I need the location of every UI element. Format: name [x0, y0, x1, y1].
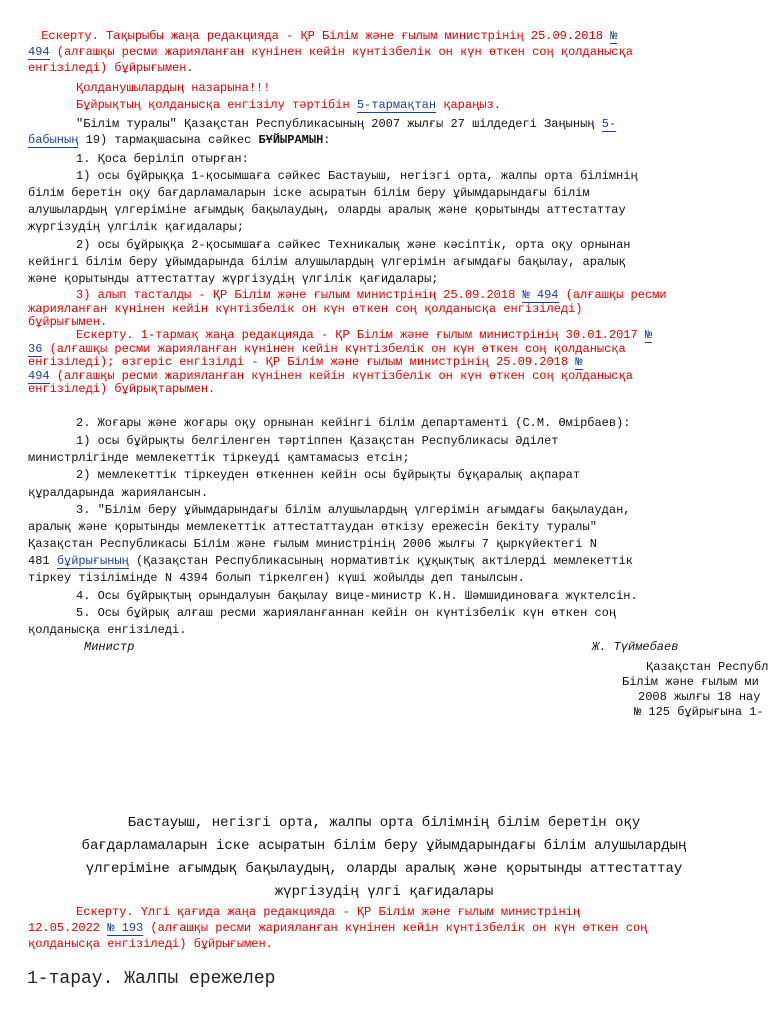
item-2-2-line2: құралдарында жариялансын. [28, 486, 209, 500]
rules-title-line3: үлгеріміне ағымдық бақылаудың, оларды аралық және қорытынды аттестаттау [85, 861, 683, 877]
item-2-1-line2: министрлігінде мемлекеттік тіркеуді қамтамасыз етсін; [28, 451, 410, 465]
order-keyword: БҰЙЫРАМЫН [258, 133, 324, 147]
preamble-line2 [28, 132, 330, 148]
item-text: 481 [28, 554, 57, 568]
rules-amendment-note-line2 [28, 920, 647, 936]
preamble-text: 19) тармақшасына сәйкес [78, 133, 259, 147]
rules-title-line1: Бастауыш, негізгі орта, жалпы орта білімнің білім беретін оқу [127, 815, 641, 831]
order-link-494[interactable]: № [575, 355, 583, 369]
item-1-amendment-note-line5: енгізіледі) бұйрықтарымен. [28, 382, 216, 396]
appendix-ref-line1: Қазақстан Республ [646, 660, 768, 674]
item-3-line1: 3. "Білім беру ұйымдарындағы білім алушылардың үлгерімін ағымдағы бақылаудан, [76, 503, 631, 517]
rules-title-line4: жүргізудің үлгі қағидалары [274, 884, 494, 900]
title-amendment-note-line2 [28, 44, 633, 60]
order-link-494-num[interactable]: 494 [28, 369, 50, 383]
article-5-link-word[interactable]: бабының [28, 133, 79, 147]
item-1-3-line3: бұйрығымен. [28, 315, 108, 329]
preamble-text: "Білім туралы" Қазақстан Республикасының 2007 жылғы 27 шілдедегі Заңының [76, 117, 602, 131]
note-text: 12.05.2022 [28, 921, 108, 935]
appendix-ref-line2: Білім және ғылым ми [622, 675, 759, 689]
signature-name: Ж. Түймебаев [592, 640, 679, 654]
order-link-494[interactable]: № [610, 29, 618, 43]
item-2-2-line1: 2) мемлекеттік тіркеуден өткеннен кейін осы бұйрықты бұқаралық ақпарат [76, 468, 581, 482]
item-1-2-line2: кейінгі білім беру ұйымдарында білім алушылардың үлгерімін ағымдағы бақылау, аралық [28, 255, 626, 269]
note-text: қараңыз. [436, 98, 501, 112]
title-amendment-note [34, 28, 617, 44]
item-1-1-line4: жүргізудің үлгілік қағидалары; [28, 220, 245, 234]
order-enactment-note [76, 97, 501, 113]
note-text: Ескерту. Тақырыбы жаңа редакцияда - ҚР Білім және ғылым министрінің 25.09.2018 [34, 29, 611, 43]
item-5-line1: 5. Осы бұйрық алғаш ресми жарияланғаннан кейін он күнтізбелік күн өткен соң [76, 606, 617, 620]
order-link-494[interactable]: № 494 [522, 288, 559, 302]
appendix-ref-line3: 2008 жылғы 18 нау [638, 690, 761, 704]
note-text: енгізіледі); өзгеріс енгізілді - ҚР Білім және ғылым министрінің 25.09.2018 [28, 355, 576, 369]
item-3-line5: тіркеу тізілімінде N 4394 болып тіркелген) күші жойылды деп танылсын. [28, 571, 525, 585]
item-1-heading: 1. Қоса беріліп отырған: [76, 152, 249, 166]
preamble [76, 116, 616, 132]
item-1-1-line1: 1) осы бұйрыққа 1-қосымшаға сәйкес Бастауыш, негізгі орта, жалпы орта білімнің [76, 169, 638, 183]
article-5-link[interactable]: 5- [601, 117, 617, 131]
note-text: (алғашқы ресми жарияланған күнінен кейін күнтізбелік он күн өткен соң қолданысқа [49, 369, 633, 383]
note-text: (алғашқы ресми [558, 288, 667, 302]
signature-role: Министр [84, 640, 135, 654]
note-text: Ескерту. 1-тармақ жаңа редакцияда - ҚР Білім және ғылым министрінің 30.01.2017 [76, 328, 645, 342]
note-text: 3) алып тасталды - ҚР Білім және ғылым министрінің 25.09.2018 [76, 288, 523, 302]
item-3-line3: Қазақстан Республикасы Білім және ғылым министрінің 2006 жылғы 7 қыркүйектегі N [28, 537, 597, 551]
note-text: Бұйрықтың қолданысқа енгізілу тәртібін [76, 98, 357, 112]
section-1-heading: 1-тарау. Жалпы ережелер [27, 969, 276, 989]
item-3-line4 [28, 553, 633, 569]
order-link-494-num[interactable]: 494 [28, 45, 50, 59]
item-1-1-line2: білім беретін оқу бағдарламаларын іске асыратын білім беру ұйымдарындағы білім [28, 186, 590, 200]
rules-title-line2: бағдарламаларын іске асыратын білім беру ұйымдарындағы білім алушылардың [81, 838, 687, 854]
rules-amendment-note-line3: қолданысқа енгізіледі) бұйрығымен. [28, 937, 273, 951]
item-3-line2: аралық және қорытынды мемлекеттік аттестаттаудан өткізу ережесін бекіту туралы" [28, 520, 597, 534]
item-4: 4. Осы бұйрықтың орындалуын бақылау вице-министр К.Н. Шәмшидиноваға жүктелсін. [76, 589, 638, 603]
title-amendment-note-line3: енгізіледі) бұйрығымен. [28, 61, 194, 75]
user-attention-notice: Қолданушылардың назарына!!! [76, 81, 271, 95]
order-481-link[interactable]: бұйрығының [56, 554, 129, 568]
note-text: (алғашқы ресми жарияланған күнінен кейін күнтізбелік он күн өткен соң қолданысқа [49, 45, 633, 59]
clause-5-link[interactable]: 5-тармақтан [356, 98, 437, 112]
item-2-heading: 2. Жоғары және жоғары оқу орнынан кейінгі білім департаменті (С.М. Өмірбаев): [76, 416, 631, 430]
item-1-2-line1: 2) осы бұйрыққа 2-қосымшаға сәйкес Техникалық және кәсіптік, орта оқу орнынан [76, 238, 631, 252]
note-text: (алғашқы ресми жарияланған күнінен кейін күнтізбелік он күн өткен соң қолданысқа [42, 342, 626, 356]
note-text: (алғашқы ресми жарияланған күнінен кейін күнтізбелік он күн өткен соң [143, 921, 648, 935]
order-link-36-num[interactable]: 36 [28, 342, 43, 356]
order-link-36[interactable]: № [644, 328, 653, 342]
appendix-ref-line4: № 125 бұйрығына 1- [634, 705, 764, 719]
item-1-3-line2: жарияланған күнінен кейін күнтізбелік он күн өткен соң қолданысқа енгізіледі) [28, 302, 583, 316]
order-link-193[interactable]: № 193 [107, 921, 144, 935]
item-2-1-line1: 1) осы бұйрықты белгіленген тәртіппен Қазақстан Республикасы Әділет [76, 434, 559, 448]
item-1-1-line3: алушылардың үлгеріміне ағымдық бақылаудың, оларды аралық және қорытынды аттестаттау [28, 203, 626, 217]
item-1-2-line3: және қорытынды аттестаттау жүргізудің үлгілік қағидалары; [28, 272, 439, 286]
item-5-line2: қолданысқа енгізіледі. [28, 623, 187, 637]
preamble-text: : [323, 133, 331, 147]
item-text: (Қазақстан Республикасының нормативтік құқықтық актілерді мемлекеттік [128, 554, 633, 568]
rules-amendment-note: Ескерту. Үлгі қағида жаңа редакцияда - ҚР Білім және ғылым министрінің [76, 905, 581, 919]
